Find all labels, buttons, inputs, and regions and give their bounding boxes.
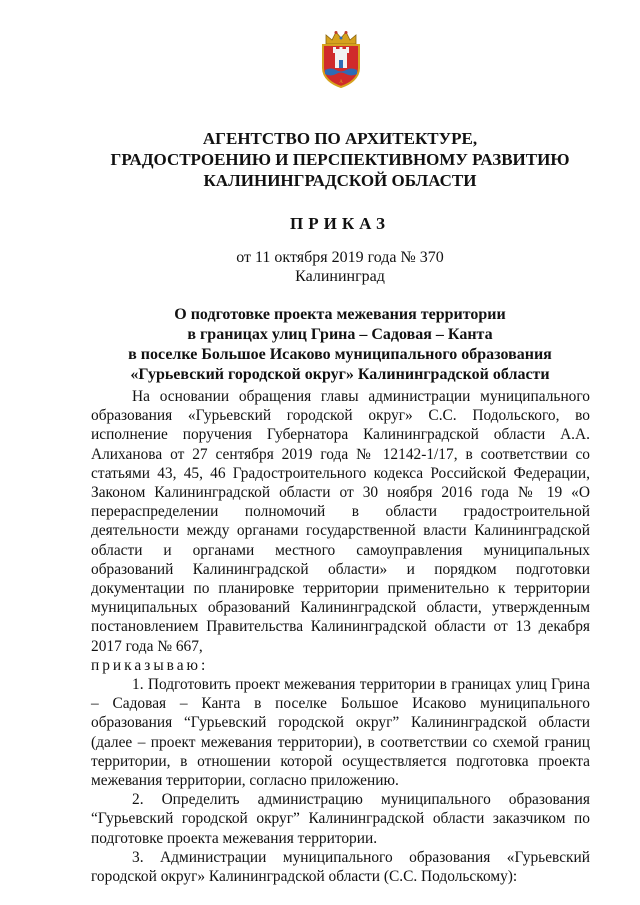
coat-of-arms-icon xyxy=(318,30,364,88)
subject-line-2: в границах улиц Грина – Садовая – Канта xyxy=(187,326,493,343)
subject-line-3: в поселке Большое Исаково муниципального образования xyxy=(128,346,552,363)
agency-line-3: КАЛИНИНГРАДСКОЙ ОБЛАСТИ xyxy=(203,171,477,190)
subject-line-1: О подготовке проекта межевания территории xyxy=(174,306,506,323)
item-3-paragraph: 3. Администрации муниципального образования «Гурьевский городской округ» Калининградской области (С.С. Подольскому): xyxy=(91,848,590,886)
order-date-number: от 11 октября 2019 года № 370 xyxy=(236,249,444,266)
order-subject xyxy=(60,305,620,385)
item-1-paragraph: 1. Подготовить проект межевания территории в границах улиц Грина – Садовая – Канта в поселке Большое Исаково муниципального образования “Гурьевский городской округ” Калининградской области (далее – проект межевания территории), в соответствии со схемой границ территории, в отношении которой осуществляется подготовка проекта межевания территории, согласно приложению. xyxy=(91,676,590,790)
preamble-paragraph: На основании обращения главы администрации муниципального образования «Гурьевский городской округ» С.С. Подольского, во исполнение поручения Губернатора Калининградской области А.А. Алиханова от 27 сентября 2019 года № 12142-1/17, в соответствии со статьями 43, 45, 46 Градостроительного кодекса Российской Федерации, Законом Калининградской области от 30 ноября 2016 года № 19 «О перераспределении полномочий в области градостроительной деятельности между органами государственной власти Калининградской области и органами местного самоуправления муниципальных образований Калининградской области» и порядком подготовки документации по планировке территории применительно к территории муниципальных образований Калининградской области, утвержденным постановлением Правительства Калининградской области от 13 декабря 2017 года № 667, xyxy=(91,388,590,655)
item-2-paragraph: 2. Определить администрацию муниципального образования “Гурьевский городской округ” Калининградской области заказчиком по подготовке проекта межевания территории. xyxy=(91,791,590,847)
order-body xyxy=(91,387,590,886)
agency-line-1: АГЕНТСТВО ПО АРХИТЕКТУРЕ, xyxy=(202,129,478,148)
svg-text:A: A xyxy=(339,80,343,85)
agency-line-2: ГРАДОСТРОЕНИЮ И ПЕРСПЕКТИВНОМУ РАЗВИТИЮ xyxy=(110,150,570,169)
order-city: Калининград xyxy=(295,268,385,285)
agency-name xyxy=(60,128,620,191)
order-directive: приказываю: xyxy=(91,656,209,674)
order-title: ПРИКАЗ xyxy=(290,214,390,233)
subject-line-4: «Гурьевский городской округ» Калининградской области xyxy=(130,366,550,383)
